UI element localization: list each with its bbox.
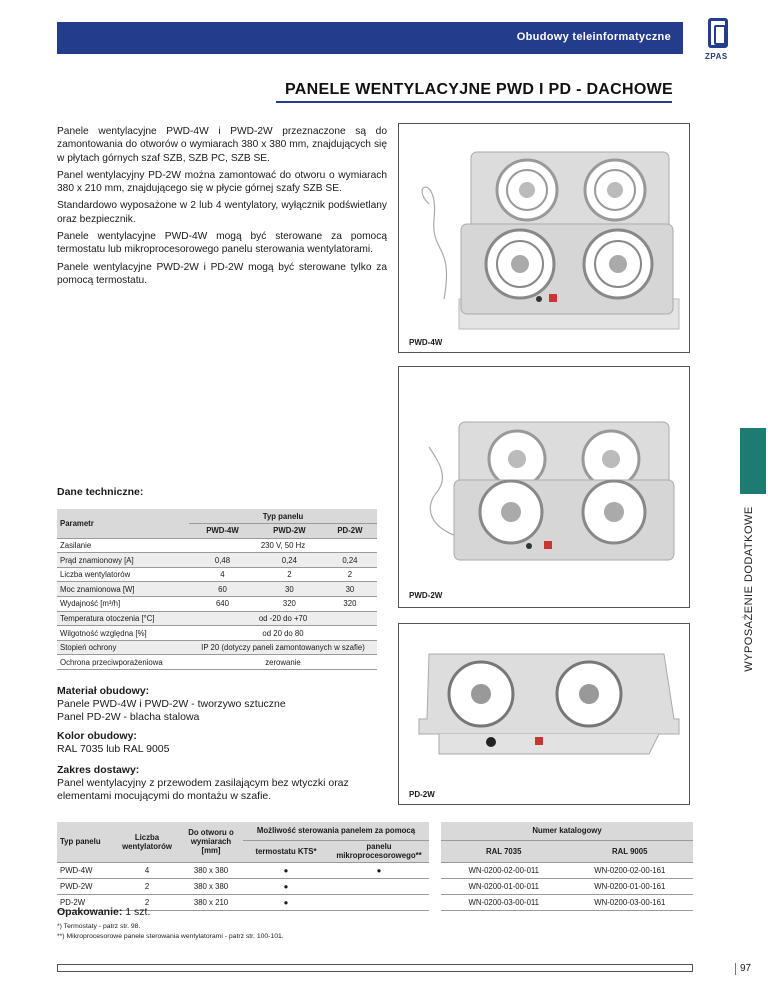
photo-pwd-4w xyxy=(398,123,690,353)
table-gap xyxy=(429,822,441,862)
cell-fans: 4 xyxy=(115,862,179,878)
row-label: Prąd znamionowy [A] xyxy=(57,553,189,568)
page-number: 97 xyxy=(740,963,752,974)
zpas-logo xyxy=(703,18,733,66)
model-header: PD-2W xyxy=(323,524,377,539)
color-heading: Kolor obudowy: xyxy=(57,730,137,742)
intro-paragraph: Panele wentylacyjne PWD-2W i PD-2W mogą być sterowane tylko za pomocą termostatu. xyxy=(57,261,387,286)
row-label: Ochrona przeciwporażeniowa xyxy=(57,655,189,670)
cell-fans: 2 xyxy=(115,894,179,910)
cell-hole: 380 x 380 xyxy=(179,862,243,878)
title-underline xyxy=(276,101,672,103)
packaging-label: Opakowanie: xyxy=(57,906,123,918)
row-value: 320 xyxy=(256,597,323,612)
material-section xyxy=(57,685,286,724)
table-gap xyxy=(429,878,441,894)
cell-ral-9005: WN-0200-01-00-161 xyxy=(567,878,693,894)
row-value: 30 xyxy=(323,582,377,597)
row-label: Zasilanie xyxy=(57,538,189,553)
header-category: Obudowy teleinformatyczne xyxy=(516,31,671,43)
side-tab-marker xyxy=(740,428,766,494)
catalog-table xyxy=(57,822,693,911)
cell-micro: ● xyxy=(329,862,429,878)
footnote: **) Mikroprocesorowe panele sterowania wentylatorami - patrz str. 100-101. xyxy=(57,933,284,940)
photo-caption-pwd-4w: PWD-4W xyxy=(409,338,443,347)
row-value: 60 xyxy=(189,582,256,597)
model-header: PWD-2W xyxy=(256,524,323,539)
cell-thermo: ● xyxy=(243,894,329,910)
cell-thermo: ● xyxy=(243,862,329,878)
header-control: Możliwość sterowania panelem za pomocą xyxy=(243,822,429,840)
footnotes xyxy=(57,922,284,942)
cell-fans: 2 xyxy=(115,878,179,894)
pwd-4w-illustration xyxy=(399,124,689,352)
row-value: 0,24 xyxy=(256,553,323,568)
side-label-text: WYPOSAŻENIE DODATKOWE xyxy=(743,506,755,672)
header-catnum: Numer katalogowy xyxy=(441,822,693,840)
tech-heading: Dane techniczne: xyxy=(57,486,144,498)
photo-pwd-2w xyxy=(398,366,690,608)
row-label: Wydajność [m³/h] xyxy=(57,597,189,612)
photo-caption-pwd-2w: PWD-2W xyxy=(409,591,443,600)
intro-paragraph: Standardowo wyposażone w 2 lub 4 wentylatory, wyłącznik podświetlany oraz bezpiecznik. xyxy=(57,200,387,225)
row-label: Temperatura otoczenia [°C] xyxy=(57,611,189,626)
header-type: Typ panelu xyxy=(57,822,115,862)
row-value: IP 20 (dotyczy paneli zamontowanych w szafie) xyxy=(189,640,377,655)
color-section xyxy=(57,730,169,756)
header-fans: Liczba wentylatorów xyxy=(115,822,179,862)
scope-section xyxy=(57,764,349,803)
cell-micro xyxy=(329,894,429,910)
model-header: PWD-4W xyxy=(189,524,256,539)
row-value: 4 xyxy=(189,567,256,582)
logo-text: ZPAS xyxy=(705,52,728,61)
intro-paragraph: Panel wentylacyjny PD-2W można zamontować do otworu o wymiarach 380 x 210 mm, znajdującego się w płycie górnej szafy SZB SE. xyxy=(57,169,387,195)
table-row xyxy=(57,894,693,910)
cell-ral-7035: WN-0200-03-00-011 xyxy=(441,894,567,910)
header-bar xyxy=(57,22,683,54)
cell-type: PWD-2W xyxy=(57,878,115,894)
row-value: 0,48 xyxy=(189,553,256,568)
cell-type: PD-2W xyxy=(57,894,115,910)
cell-ral-9005: WN-0200-02-00-161 xyxy=(567,862,693,878)
page-title: PANELE WENTYLACYJNE PWD I PD - DACHOWE xyxy=(284,81,673,98)
cell-ral-9005: WN-0200-03-00-161 xyxy=(567,894,693,910)
row-value: 30 xyxy=(256,582,323,597)
scope-line: Panel wentylacyjny z przewodem zasilającym bez wtyczki oraz xyxy=(57,777,349,789)
scope-line: elementami mocującymi do montażu w szafie. xyxy=(57,790,272,802)
row-value: 2 xyxy=(323,567,377,582)
table-gap xyxy=(429,862,441,878)
cell-hole: 380 x 380 xyxy=(179,878,243,894)
intro-text xyxy=(57,125,387,291)
table-row xyxy=(57,538,377,553)
logo-icon xyxy=(708,18,728,48)
type-header: Typ panelu xyxy=(189,509,377,524)
pwd-2w-illustration xyxy=(399,367,689,607)
footer-frame xyxy=(57,964,693,972)
header-micro: panelu mikroprocesorowego** xyxy=(329,840,429,862)
color-line: RAL 7035 lub RAL 9005 xyxy=(57,743,170,755)
header-thermo: termostatu KTS* xyxy=(243,840,329,862)
photo-caption-pd-2w: PD-2W xyxy=(409,790,435,799)
header-ral-7035: RAL 7035 xyxy=(441,840,567,862)
row-label: Moc znamionowa [W] xyxy=(57,582,189,597)
header-hole: Do otworu o wymiarach [mm] xyxy=(179,822,243,862)
header-ral-9005: RAL 9005 xyxy=(567,840,693,862)
material-heading: Materiał obudowy: xyxy=(57,685,150,697)
row-label: Liczba wentylatorów xyxy=(57,567,189,582)
table-row xyxy=(57,640,377,655)
cell-hole: 380 x 210 xyxy=(179,894,243,910)
table-row xyxy=(57,567,377,582)
param-header: Parametr xyxy=(57,509,189,538)
packaging-value: 1 szt. xyxy=(122,906,151,918)
pd-2w-illustration xyxy=(399,624,689,804)
row-value: 640 xyxy=(189,597,256,612)
table-row xyxy=(57,553,377,568)
intro-paragraph: Panele wentylacyjne PWD-4W i PWD-2W przeznaczone są do zamontowania do otworów o wymiarach 380 x 380 mm, znajdujących się w płytach górnych szaf SZB, SZB PC, SZB SE. xyxy=(57,126,387,164)
cell-micro xyxy=(329,878,429,894)
table-gap xyxy=(429,894,441,910)
table-row xyxy=(57,878,693,894)
cell-ral-7035: WN-0200-01-00-011 xyxy=(441,878,567,894)
footnote: *) Termostaty - patrz str. 98. xyxy=(57,923,141,930)
material-line: Panele PWD-4W i PWD-2W - tworzywo sztuczne xyxy=(57,698,286,710)
cell-thermo: ● xyxy=(243,878,329,894)
cell-ral-7035: WN-0200-02-00-011 xyxy=(441,862,567,878)
table-row xyxy=(57,862,693,878)
row-label: Wilgotność względna [%] xyxy=(57,626,189,641)
table-row xyxy=(57,626,377,641)
page-number-separator xyxy=(735,963,736,975)
photo-pd-2w xyxy=(398,623,690,805)
tech-table xyxy=(57,509,377,670)
row-value: od 20 do 80 xyxy=(189,626,377,641)
row-value: 2 xyxy=(256,567,323,582)
row-value: 0,24 xyxy=(323,553,377,568)
table-row xyxy=(57,655,377,670)
intro-paragraph: Panele wentylacyjne PWD-4W mogą być sterowane za pomocą termostatu lub mikroprocesorowego panelu sterowania wentylatorami. xyxy=(57,231,387,256)
scope-heading: Zakres dostawy: xyxy=(57,764,140,776)
table-row xyxy=(57,582,377,597)
packaging xyxy=(57,906,150,918)
row-value: od -20 do +70 xyxy=(189,611,377,626)
row-label: Stopień ochrony xyxy=(57,640,189,655)
row-value: 320 xyxy=(323,597,377,612)
side-section-label xyxy=(738,500,760,678)
row-value: 230 V, 50 Hz xyxy=(189,538,377,553)
table-row xyxy=(57,597,377,612)
cell-type: PWD-4W xyxy=(57,862,115,878)
table-row xyxy=(57,611,377,626)
material-line: Panel PD-2W - blacha stalowa xyxy=(57,711,200,723)
row-value: zerowanie xyxy=(189,655,377,670)
